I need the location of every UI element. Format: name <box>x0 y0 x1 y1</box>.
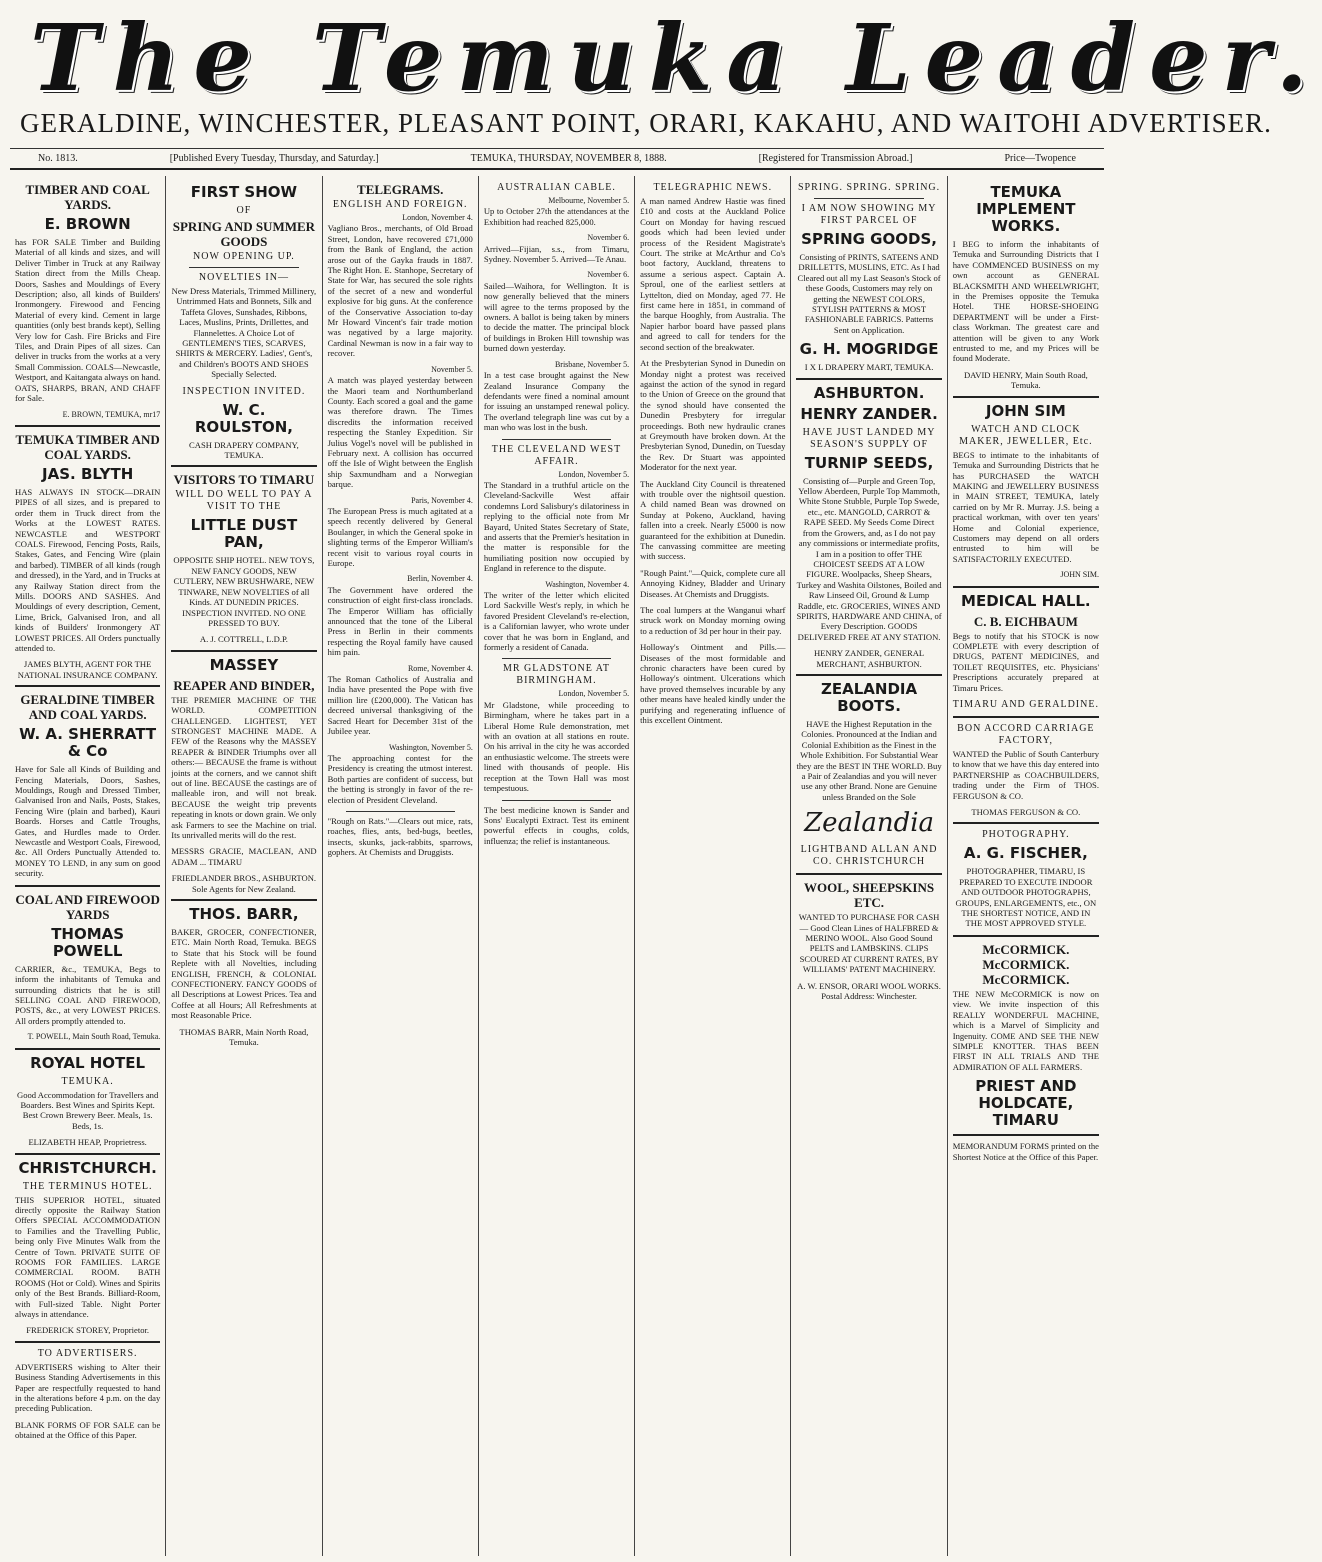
ad-text: HAVE the Highest Reputation in the Colonies. Pronounced at the Indian and Colonial Exhibition as the Finest in the Whole Exhibition. For Substantial Wear they are the BEST IN THE WORLD. Buy a Pair of Zealandias and you will never use any other Brand. None are Genuine unless Branded on the Sole <box>796 718 942 802</box>
divider <box>796 378 941 380</box>
ad-text: has FOR SALE Timber and Building Material of all kinds and sizes, and will Deliver Timber in Truck at any Railway Station direct from the Mills Cheap. Doors, Sashes and Mouldings of Every Description; also, all kinds of Builders' Ironmongery. Firewood and Fencing Material of every kind. Cement in large quantities (only best brands kept), Selling Very low for Cash. Fire Bricks and Fire Tiles, and Drain Pipes of all sizes. Can deliver in trucks from the works at a very Small Commission. COALS—Newcastle, Westport, and Kaitangata always on hand. OATS, SHARPS, BRAN, AND CHAFF for Sale. <box>15 237 161 404</box>
ad-signature: FRIEDLANDER BROS., ASHBURTON. Sole Agents for New Zealand. <box>171 873 317 894</box>
divider <box>814 198 923 199</box>
ad-text: WANTED TO PURCHASE FOR CASH — Good Clean Lines of HALFBRED & MERINO WOOL. Also Good Sound PELTS and LAMBSKINS. CLIPS SCOURED AT CURRENT RATES, BY WILLIAMS' PATENT MACHINERY. <box>798 912 940 975</box>
divider <box>15 425 160 427</box>
ad-heading: PHOTOGRAPHY. <box>982 829 1070 841</box>
ad-heading: BON ACCORD CARRIAGE FACTORY, <box>957 723 1095 746</box>
ad-name: W. A. SHERRATT & Co <box>19 725 157 761</box>
divider <box>502 800 611 801</box>
ad-text: BLANK FORMS OF FOR SALE can be obtained at the Office of this Paper. <box>15 1419 161 1441</box>
column-3 <box>323 176 479 1556</box>
ad-heading: JOHN SIM <box>985 401 1066 420</box>
divider <box>502 658 611 659</box>
divider <box>189 267 298 268</box>
article-text: The Auckland City Council is threatened with trouble over the nightsoil question. A child named Bean was drowned on Sunday at Pokeno, Auckland, having fallen into a creek. Nearly £5000 is now guaranteed for the exhibition at Dunedin. The canvassing committee are meeting with success. <box>640 478 786 562</box>
dispatch-dateline: London, November 5. <box>558 689 630 699</box>
ad-text: THE PREMIER MACHINE OF THE WORLD. COMPETITION CHALLENGED. LIGHTEST, YET STRONGEST MACHINE MADE. A FEW of the Reasons why the MASSEY REAPER & BINDER Triumphs over all others:— BECAUSE the frame is without joints at the corners, and we cannot shift out of line. BECAUSE the castings are of malleable iron, and will not break. BECAUSE the weight trip prevents repeating in knots or down grain. We only ask Farmers to see the Machine on trial. Its unrivalled merits will do the rest. <box>171 694 317 840</box>
ad-subheading: TO ADVERTISERS. <box>37 1347 138 1359</box>
small-advert: "Rough Paint."—Quick, complete cure all Annoying Kidney, Bladder and Urinary Diseases. At Chemists and Druggists. <box>640 567 786 599</box>
ad-signature: JOHN SIM. <box>1060 570 1099 580</box>
dispatch-dateline: November 5. <box>431 364 473 374</box>
ad-subheading: WILL DO WELL TO PAY A VISIT TO THE <box>175 489 313 513</box>
ad-signature: A. J. COTTRELL, L.D.P. <box>199 634 288 645</box>
divider <box>796 873 941 875</box>
small-advert: Holloway's Ointment and Pills.—Diseases of the most formidable and chronic characters have been cured by Holloway's ointment. Ulcerations which have proved themselves incurable by any other means have healed kindly under the purifying and regenerating influence of this excellent Ointment. <box>640 642 786 726</box>
article-text: Sailed—Waihora, for Wellington. It is now generally believed that the miners will agree to the terms proposed by the owners. A ballot is being taken by miners to decide the matter. The principal block of buildings in Broken Hill township was burned down yesterday. <box>483 280 630 354</box>
ad-text: Good Accommodation for Travellers and Boarders. Best Wines and Spirits Kept. Best Crown Brewery Beer. Meals, 1s. Beds, 1s. <box>16 1089 159 1131</box>
small-advert: "Rough on Rats."—Clears out mice, rats, roaches, flies, ants, bed-bugs, beetles, insects, skunks, jack-rabbits, sparrows, gophers. At Chemists and Druggists. <box>327 815 473 858</box>
ad-heading: GERALDINE TIMBER AND COAL YARDS. <box>20 692 155 723</box>
article-text: The Government have ordered the construction of eight first-class ironclads. The Emperor William has officially announced that the tone of the Liberal Press in Berlin in their comments respecting the Royal family have caused him pain. <box>327 584 473 658</box>
ad-text: I BEG to inform the inhabitants of Temuka and Surrounding Districts that I have COMMENCED BUSINESS on my own account as GENERAL BLACKSMITH AND WHEELWRIGHT, in the Premises opposite the Temuka Hotel. THE HORSE-SHOEING DEPARTMENT will be under a First-class Workman. The greatest care and attention will be given to any Work entrusted to me, and my Prices will be found Moderate. <box>952 239 1099 364</box>
ad-text: Have for Sale all Kinds of Building and Fencing Materials, Doors, Sashes, Mouldings, Rough and Dressed Timber, Galvanised Iron and Nails, Posts, Stakes, Fencing Wire (plain and barbed), Kauri Boards. Horses and Cattle Troughs, Gates, and Hurdles made to Order. Newcastle and Westport Coals, Firewood, &c. All Orders Punctually Attended to. MONEY TO LEND, in any sum on good security. <box>15 764 161 879</box>
ad-name: C. B. EICHBAUM <box>973 613 1078 629</box>
ad-signature: FREDERICK STOREY, Proprietor. <box>26 1325 150 1336</box>
columns <box>10 176 1104 1556</box>
ad-signature: PRIEST AND HOLDCATE, TIMARU <box>975 1077 1077 1130</box>
ad-heading: MASSEY <box>209 655 279 674</box>
ad-heading: VISITORS TO TIMARU <box>173 472 315 488</box>
ad-signature: JAMES BLYTH, AGENT FOR THE NATIONAL INSURANCE COMPANY. <box>17 659 158 680</box>
divider <box>953 396 1099 398</box>
ad-signature: A. W. ENSOR, ORARI WOOL WORKS. Postal Address: Winchester. <box>797 980 941 1002</box>
article-text: Arrived—Fijian, s.s., from Timaru, Sydney. November 5. Arrived—Te Anau. <box>483 243 630 265</box>
dispatch-dateline: Rome, November 4. <box>407 663 473 673</box>
article-text: A match was played yesterday between the Maori team and Northumberland County. Each scored a goal and the game was therefore drawn. The Times discredits the information received respecting the Stanley Expedition. Sir Julius Vogel's novel will be published in February next. A collision has occurred off the Isle of Wight between the English ship Saxmundham and a Norwegian barque. <box>327 375 473 490</box>
divider <box>346 811 455 812</box>
ad-heading: ASHBURTON. <box>813 383 925 402</box>
ad-signature: CASH DRAPERY COMPANY, TEMUKA. <box>189 439 299 461</box>
ad-name: E. BROWN <box>44 215 131 233</box>
article-text: The Roman Catholics of Australia and India have presented the Pope with five million lire (£200,000). The Vatican has decreed universal thanksgiving of the Sacred Heart for December 31st of the Jubilee year. <box>327 674 473 737</box>
small-advert: The best medicine known is Sander and Sons' Eucalypti Extract. Test its eminent powerful effects in coughs, colds, influenza; the relief is instantaneous. <box>483 804 630 846</box>
article-text: The writer of the letter which elicited Lord Sackville West's reply, in which he favored President Cleveland's re-election, is a Californian lawyer, who wrote under cover that he was born in England, and formerly a resident of Canada. <box>483 590 630 653</box>
dispatch-dateline: Melbourne, November 5. <box>548 196 630 205</box>
section-subheading: ENGLISH AND FOREIGN. <box>332 199 468 210</box>
divider <box>953 935 1099 937</box>
ad-signature: THOMAS FERGUSON & CO. <box>971 807 1081 818</box>
ad-text: THE NEW McCORMICK is now on view. We invite inspection of this REALLY WONDERFUL MACHINE, which is a Marvel of Simplicity and Ingenuity. COME AND SEE THE NEW SIMPLE KNOTTER. THAS BEEN FIRST IN ALL TRIALS AND THE ADMIRATION OF ALL FARMERS. <box>952 988 1099 1072</box>
ad-signature: LIGHTBAND ALLAN AND CO. CHRISTCHURCH <box>800 844 938 868</box>
ad-heading: TEMUKA IMPLEMENT WORKS. <box>976 183 1076 235</box>
section-heading: TELEGRAPHIC NEWS. <box>653 182 773 193</box>
ad-name: JAS. BLYTH <box>42 464 134 483</box>
divider <box>171 899 316 901</box>
divider <box>502 439 611 440</box>
ad-heading: TIMBER AND COAL YARDS. <box>25 182 150 212</box>
ad-heading: COAL AND FIREWOOD YARDS <box>15 891 160 922</box>
ad-text: CARRIER, &c., TEMUKA, Begs to inform the inhabitants of Temuka and surrounding districts that he is still SELLING COAL AND FIREWOOD, POSTS, &c., at very LOWEST PRICES. All orders promptly attended to. <box>15 963 161 1026</box>
dispatch-dateline: Brisbane, November 5. <box>554 359 630 369</box>
dispatch-dateline: Washington, November 4. <box>545 579 630 589</box>
masthead <box>0 0 1322 138</box>
ad-name: HENRY ZANDER. <box>800 404 938 423</box>
ad-signature: THOMAS BARR, Main North Road, Temuka. <box>179 1026 309 1048</box>
ad-name: ROYAL HOTEL <box>30 1053 146 1072</box>
ad-text: ADVERTISERS wishing to Alter their Business Standing Advertisements in this Paper are respectfully requested to hand in the alterations before 4 p.m. on the day preceding Publication. <box>15 1361 161 1414</box>
ad-subheading: INSPECTION INVITED. <box>182 385 306 397</box>
column-5 <box>635 176 791 1556</box>
column-1 <box>10 176 166 1556</box>
dispatch-dateline: Berlin, November 4. <box>407 574 473 584</box>
issue-number: No. 1813. <box>38 153 78 164</box>
ad-text: BEGS to intimate to the inhabitants of Temuka and Surrounding Districts that he has PURCHASED the WATCH MAKING and JEWELLERY BUSINESS in MAIN STREET, TEMUKA, lately carried on by Mr R. Murray. J.S. being a practical workman, with over ten years' Home and Colonial experience, Customers may depend on all orders entrusted to him will be SATISFACTORILY EXECUTED. <box>952 449 1099 564</box>
ad-heading: WOOL, SHEEPSKINS ETC. <box>804 880 935 911</box>
article-text: Vagliano Bros., merchants, of Old Broad Street, London, have recovered £71,000 from the Bank of England, the action arose out of the Gayka frauds in 1887. The Right Hon. E. Stanhope, Secretary of State for War, has secured the sole rights of the secret of a new and wonderful explosive for big guns. At the conference of the Conservative Association to-day Mr Howard Vincent's fair trade motion was negatived by a large majority. Cardinal Newman is now in a fair way to recover. <box>327 223 473 359</box>
article-text: At the Presbyterian Synod in Dunedin on Monday night a protest was received against the action of the synod in regard to the Union of Greece on the ground that the synod should have consented the Dunedin Presbytery for irregular proceedings. Both new hydraulic cranes at Greymouth have broken down. At the Presbyterian Synod, Dunedin, on Tuesday the Rev. Dr Stuart was appointed Moderator for the next year. <box>640 358 786 473</box>
ad-heading: McCORMICK. McCORMICK. McCORMICK. <box>982 941 1070 987</box>
price: Price—Twopence <box>1004 153 1076 164</box>
divider <box>171 465 316 467</box>
dateline <box>10 148 1104 170</box>
ad-name: W. C. ROULSTON, <box>194 400 293 436</box>
dispatch-dateline: November 6. <box>587 233 630 243</box>
ad-title: SPRING GOODS, <box>801 230 937 248</box>
ad-signature: TIMARU AND GERALDINE. <box>952 699 1099 710</box>
ad-title: REAPER AND BINDER, <box>173 677 315 693</box>
article-text: The coal lumpers at the Wanganui wharf struck work on Monday morning owing to a reduction of 3d per hour in their pay. <box>640 605 786 636</box>
zealandia-brand-logo: Zealandia <box>804 808 935 839</box>
divider <box>953 716 1099 718</box>
ad-signature: ELIZABETH HEAP, Proprietress. <box>28 1137 147 1148</box>
divider <box>953 586 1099 588</box>
ad-signature: HENRY ZANDER, GENERAL MERCHANT, ASHBURTON. <box>813 648 925 669</box>
publication-schedule: [Published Every Tuesday, Thursday, and Saturday.] <box>169 153 379 164</box>
article-text: The European Press is much agitated at a speech recently delivered by General Boulanger, in which the General spoke in slighting terms of the Emperor William's recent visit to various royal courts in Europe. <box>327 505 473 568</box>
divider <box>15 685 160 687</box>
registration-note: [Registered for Transmission Abroad.] <box>758 153 913 164</box>
ad-heading: MEDICAL HALL. <box>961 591 1091 610</box>
article-text: The Standard in a truthful article on the Cleveland-Sackville West affair condemns Lord Salisbury's dilatoriness in replying to the official note from Mr Bayard, United States Secretary of State, and asserts that the Premier's hesitation in the matter is responsible for the humiliating position now occupied by England in reference to the dispute. <box>483 479 630 574</box>
divider <box>953 1134 1099 1136</box>
ad-signature: T. POWELL, Main South Road, Temuka. <box>27 1032 161 1042</box>
ad-subheading: HAVE JUST LANDED MY SEASON'S SUPPLY OF <box>802 426 936 450</box>
article-text: The approaching contest for the Presidency is creating the utmost interest. Both parties are confident of success, but the betting is strongly in favor of the re-election of President Cleveland. <box>327 752 473 805</box>
ad-name: A. G. FISCHER, <box>963 844 1088 863</box>
ad-subheading: OF <box>236 205 252 216</box>
divider <box>15 1048 160 1050</box>
ad-text: OPPOSITE SHIP HOTEL. NEW TOYS, NEW FANCY GOODS, NEW CUTLERY, NEW BRUSHWARE, NEW TINWARE, NEW NOVELTIES of all Kinds. AT DUNEDIN PRICES. INSPECTION INVITED. NO ONE PRESSED TO BUY. <box>173 555 315 628</box>
ad-subheading: TEMUKA. <box>61 1075 114 1087</box>
article-text: Up to October 27th the attendances at the Exhibition had reached 825,000. <box>483 206 630 227</box>
ad-text: Consisting of—Purple and Green Top, Yellow Aberdeen, Purple Top Mammoth, White Stone Stubble, Purple Top Swede, etc., etc. MANGOLD, CARROT & RAPE SEED. My Seeds Come Direct from the Growers, and, as I do not pay any commissions or intermediate profits, I am in a position to offer THE CHOICEST SEEDS AT A LOW FIGURE. Woolpacks, Sheep Shears, Turkey and Washita Oilstones, Boiled and Raw Linseed Oil, Ground & Lump Raddle, etc. GROCERIES, WINES AND SPIRITS, HARDWARE AND CHINA, of Every Description. GOODS DELIVERED FREE AT ANY STATION. <box>796 475 942 642</box>
divider <box>15 1341 160 1343</box>
ad-text: Consisting of PRINTS, SATEENS AND DRILLETTS, MUSLINS, ETC. As I had Cleared out all my Last Season's Stock of these Goods, Customers may rely on getting the NEWEST COLORS, STYLISH PATTERNS & MOST FASHIONABLE FABRICS. Patterns Sent on Application. <box>797 252 941 335</box>
divider <box>796 674 941 676</box>
section-heading: TELEGRAMS. <box>357 182 444 197</box>
ad-text: PHOTOGRAPHER, TIMARU, IS PREPARED TO EXECUTE INDOOR AND OUTDOOR PHOTOGRAPHS, GROUPS, ENLARGEMENTS, etc., ON THE SHORTEST NOTICE, AND IN THE MOST APPROVED STYLE. <box>955 866 1097 929</box>
ad-signature: E. BROWN, TEMUKA, mr17 <box>62 409 161 419</box>
ad-subheading: THE TERMINUS HOTEL. <box>22 1180 153 1192</box>
divider <box>15 885 160 887</box>
ad-heading: SPRING. SPRING. SPRING. <box>797 182 941 193</box>
ad-heading: TEMUKA TIMBER AND COAL YARDS. <box>15 431 160 462</box>
ad-text: New Dress Materials, Trimmed Millinery, Untrimmed Hats and Bonnets, Silk and Taffeta Gloves, Sunshades, Ribbons, Laces, Muslins, Prints, Drillettes, and Flannelettes. A Choice Lot of GENTLEMEN'S TIES, SCARVES, SHIRTS & MERCERY. Ladies', Gent's, and Children's BOOTS AND SHOES Specially Selected. <box>171 286 317 380</box>
ad-text: THIS SUPERIOR HOTEL, situated directly opposite the Railway Station Offers SPECIAL ACCOMMODATION to Families and the Travelling Public, being only Five Minutes Walk from the Centre of Town. PRIVATE SUITE OF ROOMS FOR FAMILIES. LARGE COMMERCIAL ROOM. BATH ROOMS (Hot or Cold). Wines and Spirits only of the Best Brands. Billiard-Room, with Full-sized Table. Night Porter always in attendance. <box>15 1194 161 1320</box>
column-7 <box>948 176 1104 1556</box>
divider <box>15 1153 160 1155</box>
divider <box>953 822 1099 824</box>
ad-signature: I X L DRAPERY MART, TEMUKA. <box>804 362 934 373</box>
ad-title: TURNIP SEEDS, <box>804 453 934 472</box>
ad-text: MESSRS GRACIE, MACLEAN, AND ADAM ... TIMARU <box>171 846 317 867</box>
column-6 <box>791 176 947 1556</box>
dispatch-dateline: Washington, November 5. <box>389 742 473 752</box>
section-heading: MR GLADSTONE AT BIRMINGHAM. <box>502 663 611 687</box>
article-text: In a test case brought against the New Zealand Insurance Company the defendants were fined a nominal amount for issuing an unstamped renewal policy. The overland telegraph line was cut by a man who was lost in the bush. <box>483 370 630 433</box>
dispatch-dateline: London, November 5. <box>558 469 630 479</box>
ad-subheading: NOW OPENING UP. <box>193 251 295 262</box>
ad-subheading: WATCH AND CLOCK MAKER, JEWELLER, Etc. <box>959 423 1093 447</box>
ad-heading: FIRST SHOW <box>190 183 298 201</box>
section-heading: AUSTRALIAN CABLE. <box>497 182 616 193</box>
dispatch-dateline: London, November 4. <box>402 213 473 222</box>
ad-title: LITTLE DUST PAN, <box>190 516 298 552</box>
article-text: Mr Gladstone, while proceeding to Birmingham, where he takes part in a Liberal Home Rule demonstration, met with an ovation at all stations en route. On his arrival in the city he was accorded an enthusiastic welcome. The streets were lined with thousands of people. His reception at the Town Hall was most tempestuous. <box>483 699 630 794</box>
ad-text: WANTED the Public of South Canterbury to know that we have this day entered into PARTNERSHIP as COACHBUILDERS, trading under the Firm of THOS. FERGUSON & CO. <box>952 749 1099 801</box>
ad-text: MEMORANDUM FORMS printed on the Shortest Notice at the Office of this Paper. <box>952 1141 1099 1162</box>
ad-name: THOMAS POWELL <box>51 924 125 960</box>
issue-date: TEMUKA, THURSDAY, NOVEMBER 8, 1888. <box>470 153 667 164</box>
ad-text: HAS ALWAYS IN STOCK—DRAIN PIPES of all sizes, and is prepared to order them in Truck direct from the Works at the LOWEST RATES. NEWCASTLE and WESTPORT COALS. Firewood, Fencing Posts, Rails, Stakes, Gates, and Fencing Wire (plain and barbed). TIMBER of all kinds (rough and dressed), in the Yard, and in Trucks at any Railway Station direct from the Mills. DOORS AND SASHES. And Mouldings of every description, Cement, Lime, Brick, Galvanised Iron, and all kinds of Builders' Ironmongery AT LOWEST PRICES. All Orders punctually attended to. <box>15 486 161 653</box>
ad-name: CHRISTCHURCH. <box>18 1158 157 1177</box>
newspaper-subtitle: GERALDINE, WINCHESTER, PLEASANT POINT, ORARI, KAKAHU, AND WAITOHI ADVERTISER. <box>20 108 1272 138</box>
divider <box>171 650 316 652</box>
column-2 <box>166 176 322 1556</box>
ad-title: SPRING AND SUMMER GOODS <box>172 219 316 249</box>
ad-heading: ZEALANDIA BOOTS. <box>821 679 918 715</box>
ad-text: BAKER, GROCER, CONFECTIONER, ETC. Main North Road, Temuka. BEGS to State that his Stock will be found Replete with all Novelties, including ENGLISH, FRENCH, & COLONIAL CONFECTIONERY. FANCY GOODS of all Descriptions at Lowest Prices. Tea and Coffee at all Hours; All Refreshments at most Reasonable Price. <box>171 927 317 1021</box>
dispatch-dateline: November 6. <box>587 270 630 280</box>
ad-signature: DAVID HENRY, Main South Road, Temuka. <box>963 369 1088 391</box>
ad-subheading: I AM NOW SHOWING MY FIRST PARCEL OF <box>801 203 937 226</box>
ad-subheading: NOVELTIES IN— <box>198 272 289 283</box>
ad-text: Begs to notify that his STOCK is now COMPLETE with every description of DRUGS, PATENT MEDICINES, and TOILET REQUISITES, etc. Physicians' Prescriptions accurately prepared at Timaru Prices. <box>952 630 1099 693</box>
newspaper-title: The Temuka Leader. <box>30 4 1322 112</box>
section-heading: THE CLEVELAND WEST AFFAIR. <box>491 443 622 467</box>
ad-heading: THOS. BARR, <box>189 905 299 924</box>
dispatch-dateline: Paris, November 4. <box>411 495 473 505</box>
article-text: A man named Andrew Hastie was fined £10 and costs at the Auckland Police Court on Monday for having rescued goods which had been levied under process of the Resident Magistrate's Court. The strike at McArthur and Co's boot factory, Auckland, threatens to assume a serious aspect. Captain A. Sproul, one of the earliest settlers at Lyttelton, died on Monday, aged 77. He first came here in 1851, in command of the barque Hooghly, from Australia. The Napier harbor board have passed plans and agreed to call for tenders for the second section of the breakwater. <box>640 196 786 352</box>
ad-name: G. H. MOGRIDGE <box>799 340 939 359</box>
column-4 <box>479 176 635 1556</box>
